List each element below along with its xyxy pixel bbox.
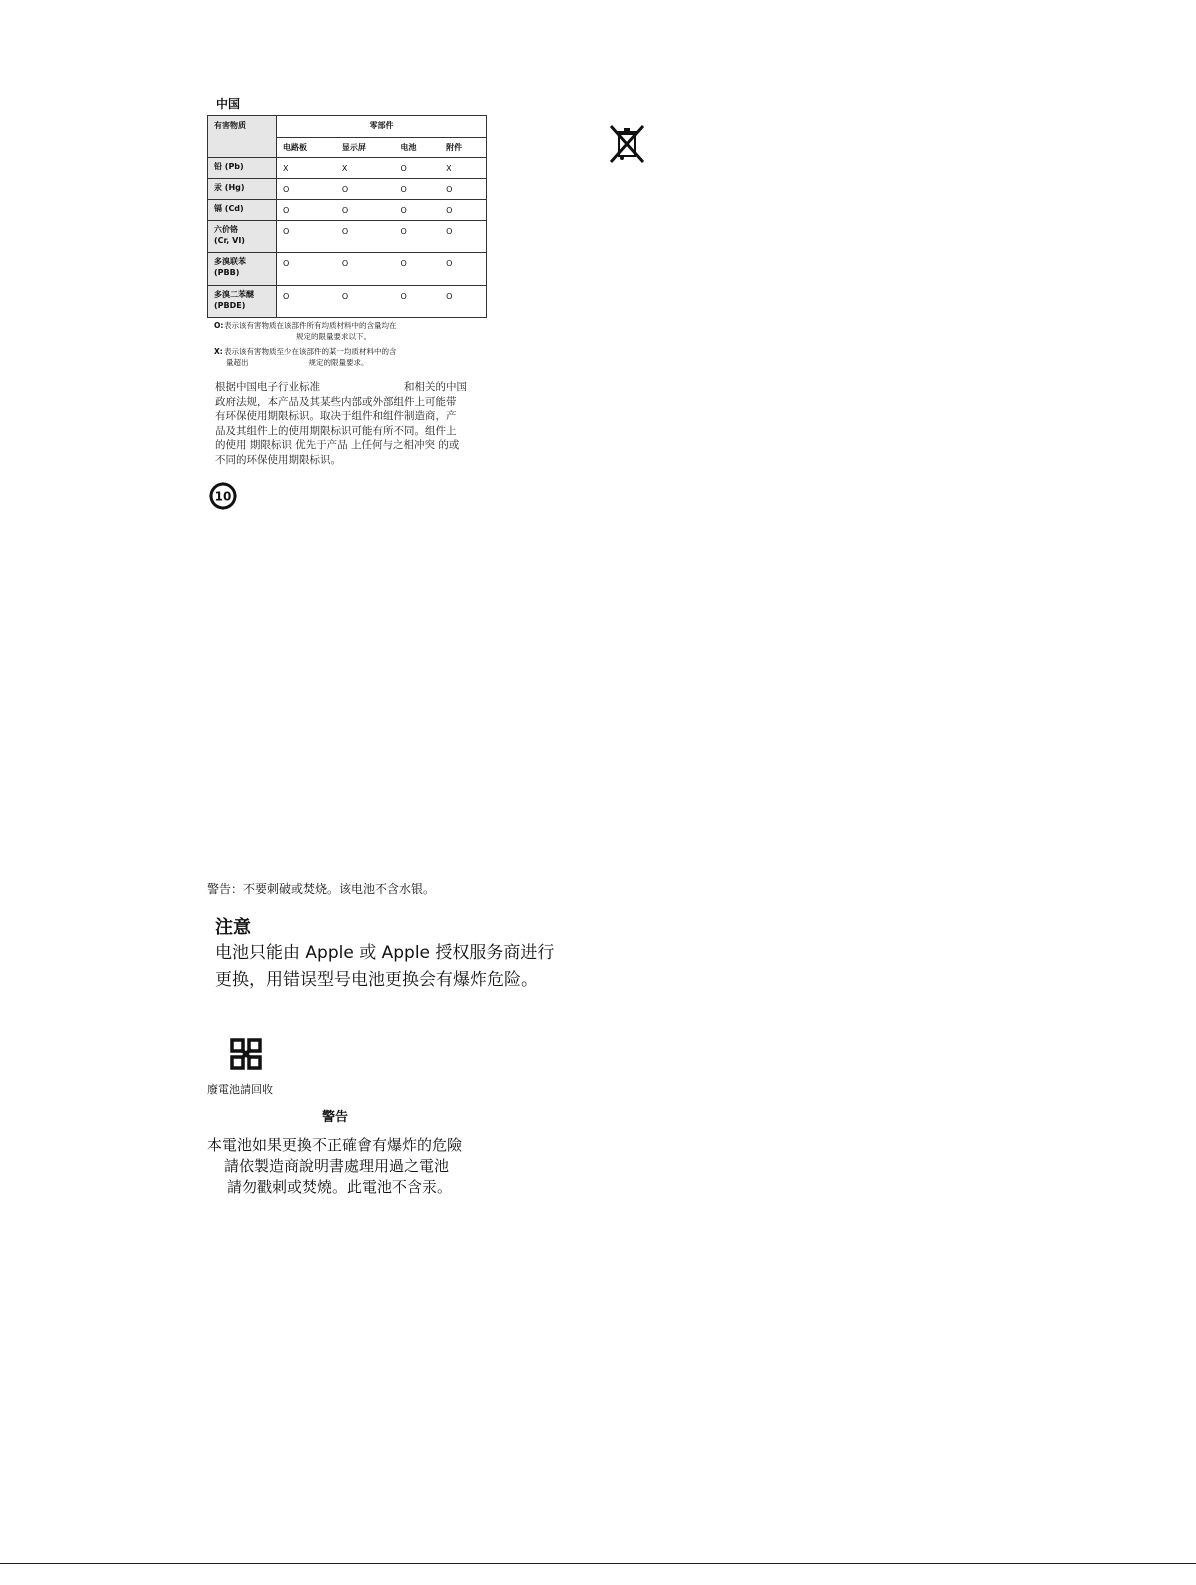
substance-name-line1: 六价铬 <box>214 225 238 234</box>
table-cell: O <box>336 221 395 253</box>
caution-heading: 注意 <box>215 917 251 938</box>
paragraph-line: 不同的环保使用期限标识。 <box>215 453 341 466</box>
substance-name-line1: 多溴二苯醚 <box>214 290 254 299</box>
substance-name <box>208 253 277 286</box>
note-o <box>214 320 489 342</box>
efup-10-icon <box>207 480 239 512</box>
substance-name: 镉 (Cd) <box>208 200 277 221</box>
table-cell: O <box>440 253 486 286</box>
table-cell: O <box>277 253 336 286</box>
table-row <box>208 221 487 253</box>
china-section-title: 中国 <box>216 97 241 111</box>
column-header: 附件 <box>440 138 486 158</box>
table-cell: X <box>440 158 486 179</box>
crossed-bin-icon <box>609 124 645 164</box>
warning-line: 請依製造商說明書處理用過之電池 <box>224 1157 450 1175</box>
table-notes <box>214 320 489 368</box>
column-header: 电池 <box>395 138 441 158</box>
caution-line: 更换，用错误型号电池更换会有爆炸危险。 <box>215 970 538 990</box>
table-row <box>208 253 487 286</box>
table-cell: O <box>277 221 336 253</box>
caution-line: 电池只能由 Apple 或 Apple 授权服务商进行 <box>215 943 555 963</box>
note-line: 表示该有害物质在该部件所有均质材料中的含量均在 <box>224 321 397 330</box>
table-cell: O <box>336 286 395 318</box>
efup-paragraph <box>215 380 487 467</box>
note-line: 表示该有害物质至少在该部件的某一均质材料中的含 <box>224 347 397 356</box>
caution-body <box>215 940 595 994</box>
table-cell: O <box>440 179 486 200</box>
note-line: 量超出 规定的限量要求。 <box>226 358 369 367</box>
table-cell: X <box>336 158 395 179</box>
page-bottom-rule <box>0 1563 1196 1564</box>
substance-name <box>208 221 277 253</box>
table-cell: O <box>336 200 395 221</box>
paragraph-line: 的使用 期限标识 优先于产品 上任何与之相冲突 的或 <box>215 439 460 451</box>
table-cell: O <box>277 286 336 318</box>
table-row <box>208 200 487 221</box>
warning-line: 本電池如果更換不正確會有爆炸的危險 <box>207 1136 463 1154</box>
paragraph-line: 品及其组件上的使用期限标识可能有所不同。组件上 <box>215 424 457 437</box>
taiwan-warning-body <box>207 1135 462 1198</box>
note-line: 规定的限量要求以下。 <box>296 332 371 341</box>
efup-number: 10 <box>214 489 232 504</box>
paragraph-line: 政府法规，本产品及其某些内部或外部组件上可能带 <box>215 395 457 408</box>
table-cell: O <box>336 253 395 286</box>
warning-line: 請勿戳刺或焚燒。此電池不含汞。 <box>227 1178 453 1196</box>
table-cell: O <box>395 253 441 286</box>
table-cell: O <box>395 179 441 200</box>
substance-name-line2: (PBDE) <box>214 301 246 310</box>
paragraph-line: 有环保使用期限标识。取决于组件和组件制造商，产 <box>215 410 457 422</box>
substance-name: 汞 (Hg) <box>208 179 277 200</box>
china-battery-warning: 警告：不要刺破或焚烧。该电池不含水银。 <box>207 882 436 896</box>
substance-name: 铅 (Pb) <box>208 158 277 179</box>
substance-name <box>208 286 277 318</box>
table-cell: O <box>277 179 336 200</box>
table-cell: O <box>440 221 486 253</box>
recycle-label: 廢電池請回收 <box>207 1083 273 1096</box>
table-cell: O <box>395 200 441 221</box>
table-cell: O <box>395 158 441 179</box>
table-row <box>208 286 487 318</box>
taiwan-warning-heading: 警告 <box>322 1110 349 1125</box>
table-cell: O <box>440 200 486 221</box>
substance-name-line2: (Cr, VI) <box>214 236 245 245</box>
table-cell: O <box>336 179 395 200</box>
parts-header: 零部件 <box>277 116 487 138</box>
table-cell: X <box>277 158 336 179</box>
column-header: 电路板 <box>277 138 336 158</box>
battery-recycle-icon <box>228 1036 264 1072</box>
table-cell: O <box>395 221 441 253</box>
substance-name-line1: 多溴联苯 <box>214 257 246 266</box>
substance-name-line2: (PBB) <box>214 268 240 277</box>
note-x <box>214 346 489 368</box>
table-row <box>208 179 487 200</box>
hazardous-substance-table <box>207 115 487 318</box>
column-header: 显示屏 <box>336 138 395 158</box>
note-key: O: <box>214 321 224 330</box>
table-cell: O <box>277 200 336 221</box>
table-cell: O <box>440 286 486 318</box>
note-key: X: <box>214 347 223 356</box>
table-row <box>208 158 487 179</box>
substance-header: 有害物质 <box>208 116 277 158</box>
paragraph-line: 根据中国电子行业标准 和相关的中国 <box>215 381 467 393</box>
table-cell: O <box>395 286 441 318</box>
